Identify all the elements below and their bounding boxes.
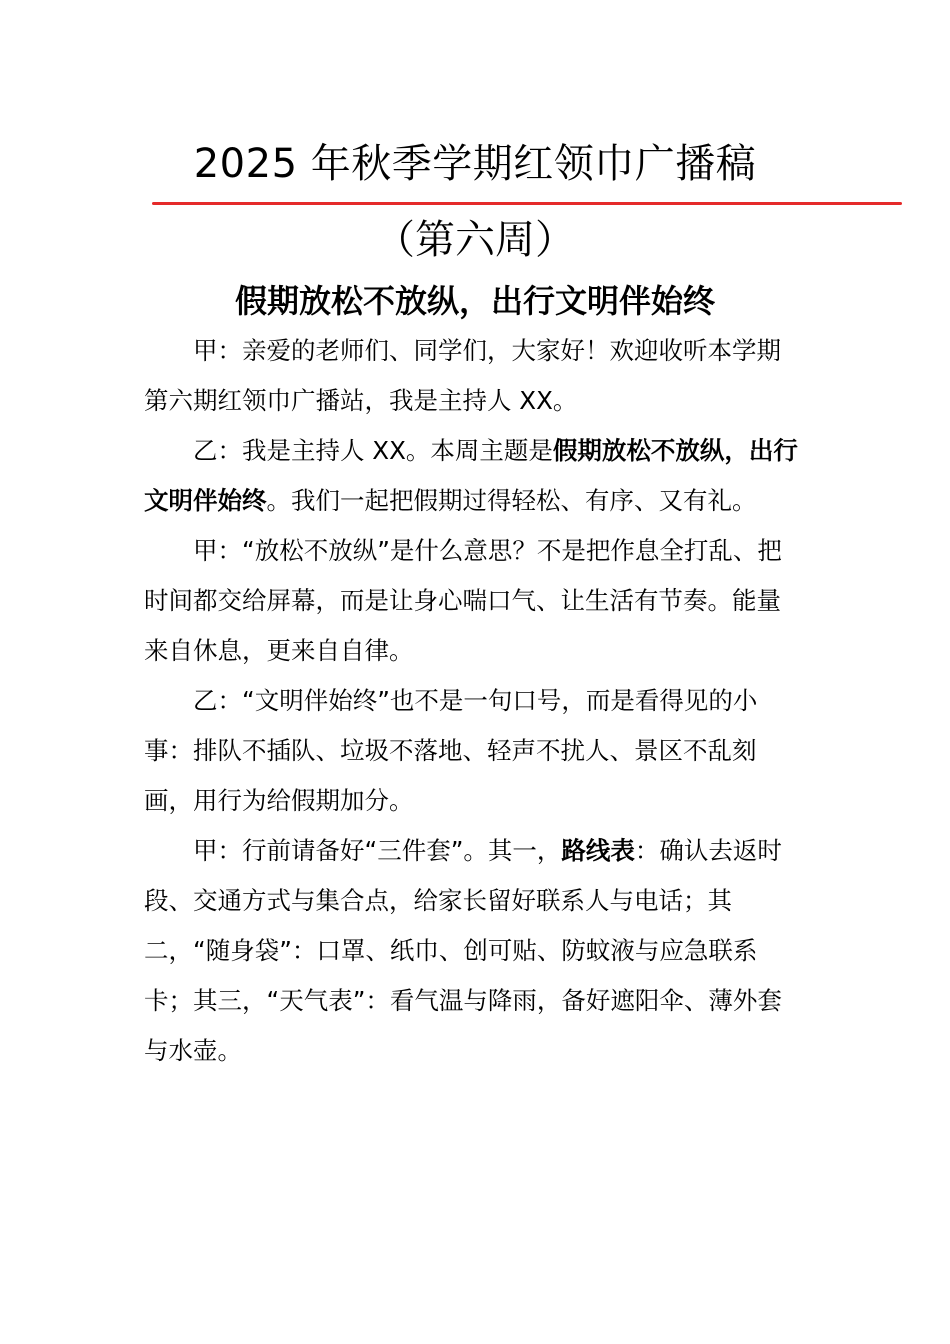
paragraph-text: 甲：亲爱的老师们、同学们，大家好！欢迎收听本学期第六期红领巾广播站，我是主持人 XX。	[144, 336, 781, 415]
paragraph	[144, 826, 804, 1076]
paragraph	[144, 526, 804, 676]
paragraph-text: 甲：行前请备好“三件套”。其一，	[193, 836, 562, 865]
title-divider	[152, 202, 902, 205]
paragraph-text: ：确认去返时段、交通方式与集合点，给家长留好联系人与电话；其二，“随身袋”：口罩、纸巾、创可贴、防蚊液与应急联系卡；其三，“天气表”：看气温与降雨，备好遮阳伞、薄外套与水壶。	[144, 836, 782, 1065]
route-emphasis: 路线表	[561, 836, 635, 865]
paragraph-text: 。我们一起把假期过得轻松、有序、又有礼。	[266, 486, 757, 515]
paragraph	[144, 326, 804, 426]
theme-emphasis: 假期放松不放纵，出行文明伴始终	[144, 436, 798, 515]
document-title: 2025 年秋季学期红领巾广播稿	[193, 141, 757, 187]
script-body	[144, 326, 804, 1076]
paragraph	[144, 676, 804, 826]
paragraph-text: 乙：“文明伴始终”也不是一句口号，而是看得见的小事：排队不插队、垃圾不落地、轻声不扰人、景区不乱刻画，用行为给假期加分。	[144, 686, 758, 815]
theme-heading: 假期放松不放纵，出行文明伴始终	[234, 282, 715, 320]
issue-label: （第六周）	[375, 217, 575, 263]
paragraph	[144, 426, 804, 526]
paragraph-text: 乙：我是主持人 XX。本周主题是	[193, 436, 553, 465]
paragraph-text: 甲：“放松不放纵”是什么意思？不是把作息全打乱、把时间都交给屏幕，而是让身心喘口气、让生活有节奏。能量来自休息，更来自自律。	[144, 536, 782, 665]
